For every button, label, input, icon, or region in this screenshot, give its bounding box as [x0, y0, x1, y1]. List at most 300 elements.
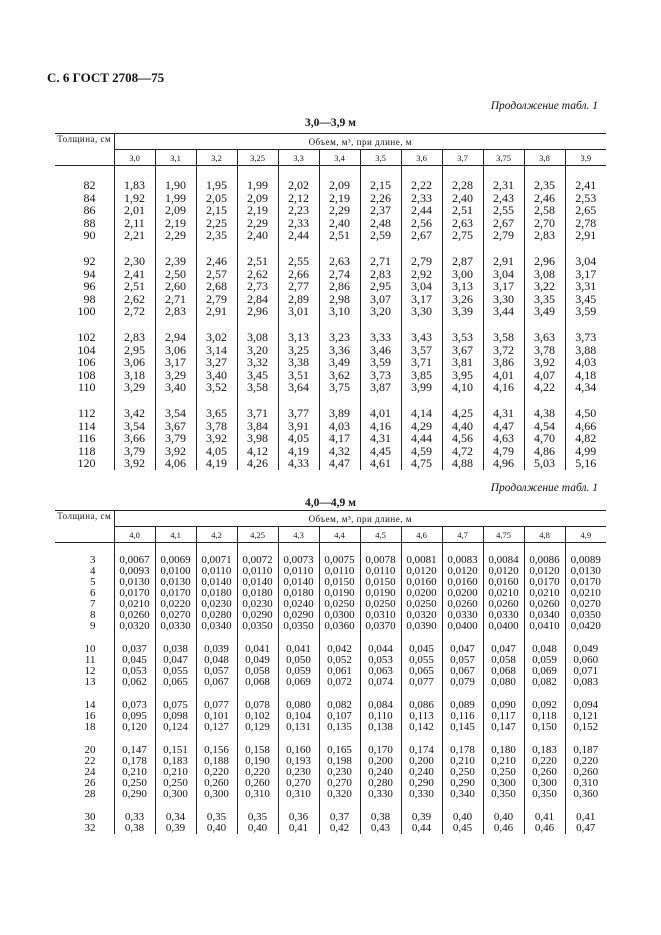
volume-cell: 2,12 — [278, 192, 319, 205]
volume-cell: 0,0180 — [237, 588, 278, 599]
volume-cell: 0,41 — [565, 812, 606, 823]
volume-cell: 2,60 — [155, 280, 196, 293]
volume-cell: 0,37 — [319, 812, 360, 823]
volume-cell: 0,0240 — [278, 599, 319, 610]
volume-cell: 0,0310 — [360, 610, 401, 621]
volume-cell: 0,250 — [442, 767, 483, 778]
table-row — [55, 331, 606, 344]
table-body — [55, 166, 606, 470]
volume-cell: 0,062 — [114, 677, 155, 688]
volume-cell: 0,46 — [483, 823, 524, 834]
volume-cell: 3,17 — [401, 293, 442, 306]
volume-cell: 2,71 — [155, 293, 196, 306]
volume-cell: 2,39 — [155, 255, 196, 268]
volume-cell: 2,91 — [483, 255, 524, 268]
volume-cell: 3,92 — [196, 432, 237, 445]
volume-cell: 0,0120 — [524, 566, 565, 577]
volume-cell: 0,0270 — [155, 610, 196, 621]
volume-cell: 4,33 — [278, 457, 319, 470]
volume-cell: 2,48 — [360, 217, 401, 230]
volume-cell: 0,055 — [155, 666, 196, 677]
volume-cell: 3,08 — [524, 268, 565, 281]
volume-cell: 0,047 — [442, 644, 483, 655]
volume-cell: 0,0250 — [360, 599, 401, 610]
volume-cell: 0,0370 — [360, 621, 401, 632]
thickness-cell: 86 — [83, 203, 96, 218]
volume-cell: 3,52 — [196, 381, 237, 394]
volume-cell: 0,200 — [401, 756, 442, 767]
volume-cell: 0,065 — [401, 666, 442, 677]
volume-cell: 3,38 — [278, 356, 319, 369]
volume-cell: 0,0400 — [483, 621, 524, 632]
volume-cell: 0,240 — [401, 767, 442, 778]
volume-cell: 3,00 — [442, 268, 483, 281]
volume-cell: 0,0130 — [565, 566, 606, 577]
volume-cell: 2,98 — [319, 293, 360, 306]
volume-cell: 3,77 — [278, 407, 319, 420]
volume-cell: 3,79 — [155, 432, 196, 445]
thickness-cell: 94 — [83, 266, 96, 281]
volume-cell: 3,17 — [155, 356, 196, 369]
volume-cell: 0,200 — [360, 756, 401, 767]
volume-cell: 0,082 — [524, 677, 565, 688]
volume-cell: 2,53 — [565, 192, 606, 205]
length-header-cell: 3,5 — [360, 150, 401, 166]
table-row — [55, 381, 606, 394]
volume-cell: 0,073 — [114, 700, 155, 711]
volume-cell: 2,19 — [237, 204, 278, 217]
volume-cell: 3,01 — [278, 305, 319, 318]
volume-cell: 0,0210 — [524, 588, 565, 599]
volume-cell: 2,66 — [278, 268, 319, 281]
volume-cell: 4,10 — [442, 381, 483, 394]
volume-cell: 0,39 — [401, 812, 442, 823]
volume-cell: 0,129 — [237, 722, 278, 733]
volume-cell: 0,0210 — [565, 588, 606, 599]
thickness-cell: 30 — [84, 811, 96, 823]
length-header-cell: 3,2 — [196, 150, 237, 166]
volume-cell: 3,73 — [360, 369, 401, 382]
table-row — [55, 407, 606, 420]
volume-cell: 0,220 — [565, 756, 606, 767]
table-row — [55, 457, 606, 470]
volume-cell: 0,107 — [319, 711, 360, 722]
volume-cell: 2,19 — [155, 217, 196, 230]
volume-cell: 0,280 — [360, 778, 401, 789]
volume-cell: 0,089 — [442, 700, 483, 711]
thickness-cell: 8 — [90, 609, 96, 621]
volume-cell: 3,06 — [114, 356, 155, 369]
volume-cell: 3,59 — [565, 305, 606, 318]
volume-cell: 0,0190 — [319, 588, 360, 599]
volume-cell: 3,66 — [114, 432, 155, 445]
thickness-cell: 18 — [84, 721, 96, 733]
volume-cell: 2,67 — [483, 217, 524, 230]
volume-cell: 3,58 — [237, 381, 278, 394]
volume-cell: 2,55 — [278, 255, 319, 268]
volume-cell: 0,250 — [114, 778, 155, 789]
volume-cell: 3,08 — [237, 331, 278, 344]
volume-cell: 0,0072 — [237, 555, 278, 566]
volume-cell: 0,039 — [196, 644, 237, 655]
volume-cell: 0,230 — [319, 767, 360, 778]
volume-cell: 0,47 — [565, 823, 606, 834]
volume-cell: 3,92 — [114, 457, 155, 470]
volume-cell: 0,0110 — [278, 566, 319, 577]
volume-cell: 2,79 — [401, 255, 442, 268]
volume-cell: 0,151 — [155, 745, 196, 756]
volume-cell: 2,58 — [524, 204, 565, 217]
thickness-cell: 102 — [77, 329, 96, 344]
volume-cell: 0,0086 — [524, 555, 565, 566]
volume-cell: 2,40 — [237, 229, 278, 242]
volume-cell: 0,0069 — [155, 555, 196, 566]
volume-cell: 0,110 — [360, 711, 401, 722]
length-header-cell: 4,7 — [442, 527, 483, 543]
volume-cell: 0,350 — [524, 789, 565, 800]
volume-cell: 4,01 — [483, 369, 524, 382]
volume-cell: 0,0230 — [237, 599, 278, 610]
volume-cell: 3,40 — [155, 381, 196, 394]
volume-cell: 0,068 — [237, 677, 278, 688]
length-header-cell: 3,25 — [237, 150, 278, 166]
volume-cell: 0,120 — [114, 722, 155, 733]
volume-cell: 0,0073 — [278, 555, 319, 566]
volume-cell: 0,174 — [401, 745, 442, 756]
volume-cell: 3,20 — [360, 305, 401, 318]
volume-cell: 0,41 — [524, 812, 565, 823]
volume-cell: 0,350 — [483, 789, 524, 800]
volume-cell: 0,042 — [319, 644, 360, 655]
volume-cell: 0,0210 — [483, 588, 524, 599]
continuation-label-2: Продолжение табл. 1 — [490, 482, 598, 494]
volume-cell: 2,57 — [196, 268, 237, 281]
thickness-cell: 6 — [90, 587, 96, 599]
volume-cell: 0,270 — [319, 778, 360, 789]
volume-cell: 2,83 — [155, 305, 196, 318]
volume-cell: 0,0084 — [483, 555, 524, 566]
volume-cell: 0,049 — [565, 644, 606, 655]
volume-cell: 0,178 — [442, 745, 483, 756]
volume-cell: 2,50 — [155, 268, 196, 281]
volume-cell: 0,320 — [319, 789, 360, 800]
volume-cell: 0,041 — [278, 644, 319, 655]
volume-cell: 0,118 — [524, 711, 565, 722]
volume-cell: 0,38 — [114, 823, 155, 834]
volume-cell: 0,0150 — [360, 577, 401, 588]
volume-cell: 0,33 — [114, 812, 155, 823]
volume-cell: 5,03 — [524, 457, 565, 470]
volume-cell: 2,95 — [114, 344, 155, 357]
volume-cell: 0,077 — [196, 700, 237, 711]
volume-cell: 0,0067 — [114, 555, 155, 566]
volume-cell: 0,0160 — [483, 577, 524, 588]
volume-cell: 3,17 — [483, 280, 524, 293]
volume-cell: 0,40 — [483, 812, 524, 823]
volume-cell: 3,75 — [319, 381, 360, 394]
volume-cell: 3,67 — [155, 420, 196, 433]
volume-cell: 0,0120 — [442, 566, 483, 577]
volume-cell: 0,075 — [155, 700, 196, 711]
volume-cell: 0,260 — [196, 778, 237, 789]
volume-cell: 0,145 — [442, 722, 483, 733]
volume-cell: 2,67 — [401, 229, 442, 242]
volume-cell: 0,300 — [155, 789, 196, 800]
volume-cell: 4,01 — [360, 407, 401, 420]
volume-cell: 0,068 — [483, 666, 524, 677]
volume-cell: 0,0089 — [565, 555, 606, 566]
volume-cell: 0,0190 — [360, 588, 401, 599]
table-row — [55, 823, 606, 834]
thickness-cell: 92 — [83, 253, 96, 268]
volume-cell: 0,42 — [319, 823, 360, 834]
volume-cell: 0,049 — [237, 655, 278, 666]
volume-cell: 0,0120 — [483, 566, 524, 577]
volume-cell: 0,067 — [442, 666, 483, 677]
volume-cell: 3,71 — [401, 356, 442, 369]
table-body — [55, 543, 606, 835]
volume-cell: 0,104 — [278, 711, 319, 722]
volume-cell: 0,080 — [483, 677, 524, 688]
volume-cell: 3,45 — [565, 293, 606, 306]
volume-cell: 0,0270 — [565, 599, 606, 610]
volume-cell: 0,0140 — [196, 577, 237, 588]
volume-cell: 0,101 — [196, 711, 237, 722]
volume-cell: 0,0180 — [278, 588, 319, 599]
volume-cell: 0,072 — [319, 677, 360, 688]
volume-cell: 0,156 — [196, 745, 237, 756]
volume-cell: 2,68 — [196, 280, 237, 293]
volume-cell: 2,30 — [114, 255, 155, 268]
volume-cell: 0,0350 — [565, 610, 606, 621]
volume-cell: 4,31 — [483, 407, 524, 420]
thickness-cell: 96 — [83, 279, 96, 294]
volume-cell: 0,0290 — [237, 610, 278, 621]
volume-cell: 3,04 — [565, 255, 606, 268]
volume-cell: 2,43 — [483, 192, 524, 205]
volume-cell: 0,40 — [442, 812, 483, 823]
volume-cell: 3,33 — [360, 331, 401, 344]
volume-cell: 0,098 — [155, 711, 196, 722]
volume-cell: 0,220 — [196, 767, 237, 778]
group-spacer — [55, 166, 606, 180]
volume-cell: 0,0250 — [401, 599, 442, 610]
volume-cell: 2,62 — [237, 268, 278, 281]
volume-cell: 0,0400 — [442, 621, 483, 632]
volume-cell: 0,0078 — [360, 555, 401, 566]
volume-cell: 4,05 — [278, 432, 319, 445]
volume-cell: 2,29 — [319, 204, 360, 217]
volume-cell: 0,067 — [196, 677, 237, 688]
volume-cell: 3,71 — [237, 407, 278, 420]
volume-cell: 0,210 — [483, 756, 524, 767]
volume-cell: 3,14 — [196, 344, 237, 357]
volume-cell: 4,14 — [401, 407, 442, 420]
length-header-cell: 3,75 — [483, 150, 524, 166]
volume-cell: 3,57 — [401, 344, 442, 357]
volume-cell: 0,0290 — [278, 610, 319, 621]
volume-cell: 3,85 — [401, 369, 442, 382]
thickness-cell: 24 — [84, 766, 96, 778]
volume-cell: 3,02 — [196, 331, 237, 344]
volume-cell: 3,53 — [442, 331, 483, 344]
volume-cell: 0,300 — [524, 778, 565, 789]
volume-cell: 3,98 — [237, 432, 278, 445]
volume-cell: 0,0120 — [401, 566, 442, 577]
volume-cell: 2,59 — [360, 229, 401, 242]
volume-cell: 4,99 — [565, 445, 606, 458]
volume-cell: 5,16 — [565, 457, 606, 470]
volume-cell: 0,210 — [442, 756, 483, 767]
volume-cell: 3,73 — [565, 331, 606, 344]
volume-cell: 0,290 — [114, 789, 155, 800]
thickness-cell: 14 — [84, 699, 96, 711]
volume-cell: 0,0230 — [196, 599, 237, 610]
volume-cell: 0,178 — [114, 756, 155, 767]
volume-cell: 4,22 — [524, 381, 565, 394]
volume-cell: 0,290 — [442, 778, 483, 789]
volume-cell: 2,83 — [360, 268, 401, 281]
volume-cell: 0,094 — [565, 700, 606, 711]
volume-cell: 0,35 — [196, 812, 237, 823]
length-header-cell: 3,7 — [442, 150, 483, 166]
volume-cell: 0,220 — [237, 767, 278, 778]
table-row — [55, 621, 606, 632]
volume-cell: 0,138 — [360, 722, 401, 733]
volume-cell: 3,44 — [483, 305, 524, 318]
volume-cell: 0,117 — [483, 711, 524, 722]
volume-cell: 4,40 — [442, 420, 483, 433]
volume-cell: 3,54 — [155, 407, 196, 420]
volume-cell: 4,03 — [565, 356, 606, 369]
volume-cell: 3,29 — [114, 381, 155, 394]
volume-cell: 0,041 — [237, 644, 278, 655]
volume-cell: 3,88 — [565, 344, 606, 357]
volume-cell: 0,047 — [483, 644, 524, 655]
volume-cell: 0,0180 — [196, 588, 237, 599]
volume-cell: 2,51 — [319, 229, 360, 242]
volume-cell: 0,061 — [319, 666, 360, 677]
volume-cell: 0,0260 — [483, 599, 524, 610]
volume-cell: 4,38 — [524, 407, 565, 420]
volume-cell: 0,0320 — [401, 610, 442, 621]
volume-cell: 0,40 — [196, 823, 237, 834]
volume-cell: 0,165 — [319, 745, 360, 756]
volume-cell: 2,05 — [196, 192, 237, 205]
volume-cell: 3,20 — [237, 344, 278, 357]
volume-cell: 0,46 — [524, 823, 565, 834]
thickness-cell: 100 — [77, 304, 96, 319]
volume-cell: 3,54 — [114, 420, 155, 433]
volume-cell: 0,360 — [565, 789, 606, 800]
volume-cell: 3,86 — [483, 356, 524, 369]
volume-cell: 0,198 — [319, 756, 360, 767]
volume-cell: 0,0110 — [196, 566, 237, 577]
volume-cell: 2,25 — [196, 217, 237, 230]
volume-cell: 0,0071 — [196, 555, 237, 566]
volume-cell: 1,83 — [114, 179, 155, 192]
thickness-header: Толщина, см — [55, 511, 114, 543]
volume-cell: 0,058 — [237, 666, 278, 677]
volume-cell: 0,102 — [237, 711, 278, 722]
table-row — [55, 677, 606, 688]
volume-cell: 3,51 — [278, 369, 319, 382]
volume-cell: 3,42 — [114, 407, 155, 420]
volume-cell: 4,18 — [565, 369, 606, 382]
volume-cell: 2,33 — [278, 217, 319, 230]
length-header-cell: 3,8 — [524, 150, 565, 166]
thickness-cell: 118 — [77, 443, 96, 458]
volume-cell: 0,43 — [360, 823, 401, 834]
volume-cell: 0,047 — [155, 655, 196, 666]
volume-cell: 4,56 — [442, 432, 483, 445]
thickness-cell: 28 — [84, 788, 96, 800]
thickness-header: Толщина, см — [55, 134, 114, 166]
volume-cell: 3,27 — [196, 356, 237, 369]
volume-cell: 2,56 — [401, 217, 442, 230]
volume-cell: 4,16 — [360, 420, 401, 433]
volume-cell: 0,160 — [278, 745, 319, 756]
volume-cell: 0,290 — [401, 778, 442, 789]
volume-cell: 0,0330 — [483, 610, 524, 621]
volume-cell: 0,310 — [565, 778, 606, 789]
volume-cell: 0,180 — [483, 745, 524, 756]
thickness-cell: 16 — [84, 710, 96, 722]
thickness-cell: 98 — [83, 291, 96, 306]
volume-cell: 0,0170 — [114, 588, 155, 599]
volume-cell: 0,193 — [278, 756, 319, 767]
length-header-cell: 4,9 — [565, 527, 606, 543]
volume-cell: 0,210 — [155, 767, 196, 778]
volume-cell: 2,62 — [114, 293, 155, 306]
volume-cell: 0,0200 — [442, 588, 483, 599]
volume-cell: 0,0160 — [401, 577, 442, 588]
volume-cell: 2,91 — [565, 229, 606, 242]
length-header-cell: 4,4 — [319, 527, 360, 543]
volume-cell: 0,060 — [565, 655, 606, 666]
thickness-cell: 112 — [77, 405, 96, 420]
volume-cell: 0,330 — [360, 789, 401, 800]
volume-cell: 2,74 — [319, 268, 360, 281]
volume-cell: 4,47 — [483, 420, 524, 433]
volume-cell: 0,39 — [155, 823, 196, 834]
volume-cell: 4,50 — [565, 407, 606, 420]
volume-cell: 0,270 — [278, 778, 319, 789]
volume-cell: 0,330 — [401, 789, 442, 800]
volume-cell: 3,10 — [319, 305, 360, 318]
volume-cell: 3,49 — [524, 305, 565, 318]
volume-cell: 3,92 — [155, 445, 196, 458]
volume-cell: 0,0170 — [565, 577, 606, 588]
volume-cell: 0,0260 — [524, 599, 565, 610]
volume-cell: 2,11 — [114, 217, 155, 230]
table-row — [55, 789, 606, 800]
volume-cell: 2,51 — [442, 204, 483, 217]
volume-cell: 3,13 — [442, 280, 483, 293]
volume-cell: 4,03 — [319, 420, 360, 433]
volume-cell: 2,15 — [196, 204, 237, 217]
table-row — [55, 179, 606, 192]
thickness-cell: 106 — [77, 355, 96, 370]
volume-cell: 0,0320 — [114, 621, 155, 632]
volume-cell: 3,64 — [278, 381, 319, 394]
volume-cell: 2,01 — [114, 204, 155, 217]
volume-cell: 0,250 — [483, 767, 524, 778]
thickness-cell: 5 — [90, 576, 96, 588]
volume-cell: 0,158 — [237, 745, 278, 756]
volume-cell: 4,86 — [524, 445, 565, 458]
table-row — [55, 432, 606, 445]
